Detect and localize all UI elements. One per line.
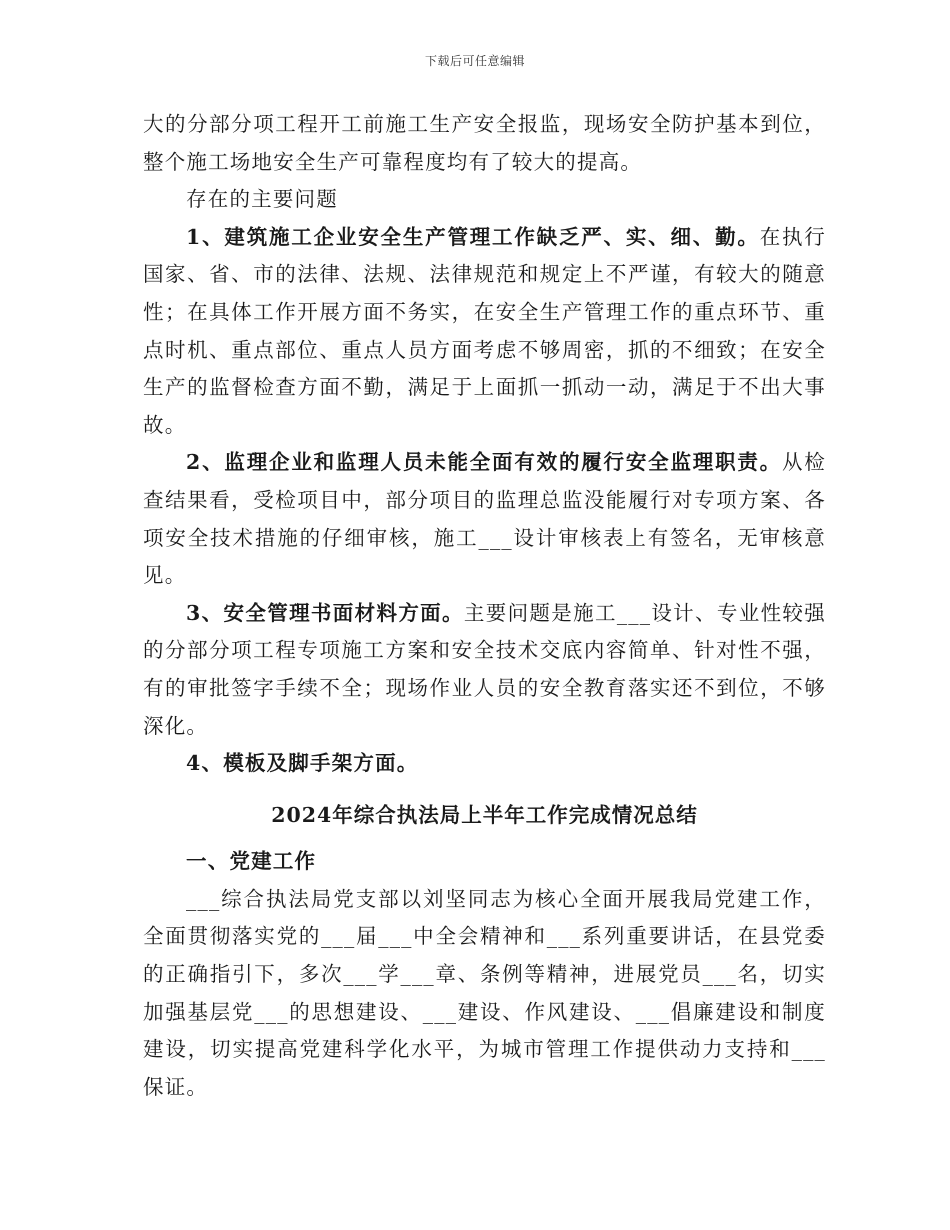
problem-item-3 (143, 595, 826, 745)
problem-item-1-text: 在执行国家、省、市的法律、法规、法律规范和规定上不严谨，有较大的随意性；在具体工作开展方面不务实，在安全生产管理工作的重点环节、重点时机、重点部位、重点人员方面考虑不够周密，抓的不细致；在安全生产的监督检查方面不勤，满足于上面抓一抓动一动，满足于不出大事故。 (143, 224, 826, 437)
problem-item-3-title: 3、安全管理书面材料方面。 (186, 600, 464, 625)
problems-heading: 存在的主要问题 (186, 187, 338, 212)
problem-item-4: 4、模板及脚手架方面。 (186, 751, 419, 776)
intro-paragraph: 大的分部分项工程开工前施工生产安全报监，现场安全防护基本到位，整个施工场地安全生产可靠程度均有了较大的提高。 (143, 112, 826, 174)
section-1-paragraph: ___综合执法局党支部以刘坚同志为核心全面开展我局党建工作，全面贯彻落实党的___届___中全会精神和___系列重要讲话，在县党委的正确指引下，多次___学___章、条例等精神，进展党员___名，切实加强基层党___的思想建设、___建设、作风建设、___倡廉建设和制度建设，切实提高党建科学化水平，为城市管理工作提供动力支持和___保证。 (143, 886, 826, 1099)
problem-item-1-title: 1、建筑施工企业安全生产管理工作缺乏严、实、细、勤。 (186, 224, 760, 249)
problem-item-1 (143, 219, 826, 445)
problem-item-2-title: 2、监理企业和监理人员未能全面有效的履行安全监理职责。 (186, 450, 782, 475)
section-1-heading: 一、党建工作 (186, 849, 317, 874)
problem-item-2 (143, 444, 826, 594)
page-header: 下载后可任意编辑 (424, 54, 525, 68)
document-body (143, 106, 826, 1106)
document-title: 2024年综合执法局上半年工作完成情况总结 (271, 802, 698, 827)
problem-item-3-text: 主要问题是施工___设计、专业性较强的分部分项工程专项施工方案和安全技术交底内容简单、针对性不强，有的审批签字手续不全；现场作业人员的安全教育落实还不到位，不够深化。 (143, 600, 826, 738)
problem-item-2-text: 从检查结果看，受检项目中，部分项目的监理总监没能履行对专项方案、各项安全技术措施的仔细审核，施工___设计审核表上有签名，无审核意见。 (143, 450, 826, 588)
